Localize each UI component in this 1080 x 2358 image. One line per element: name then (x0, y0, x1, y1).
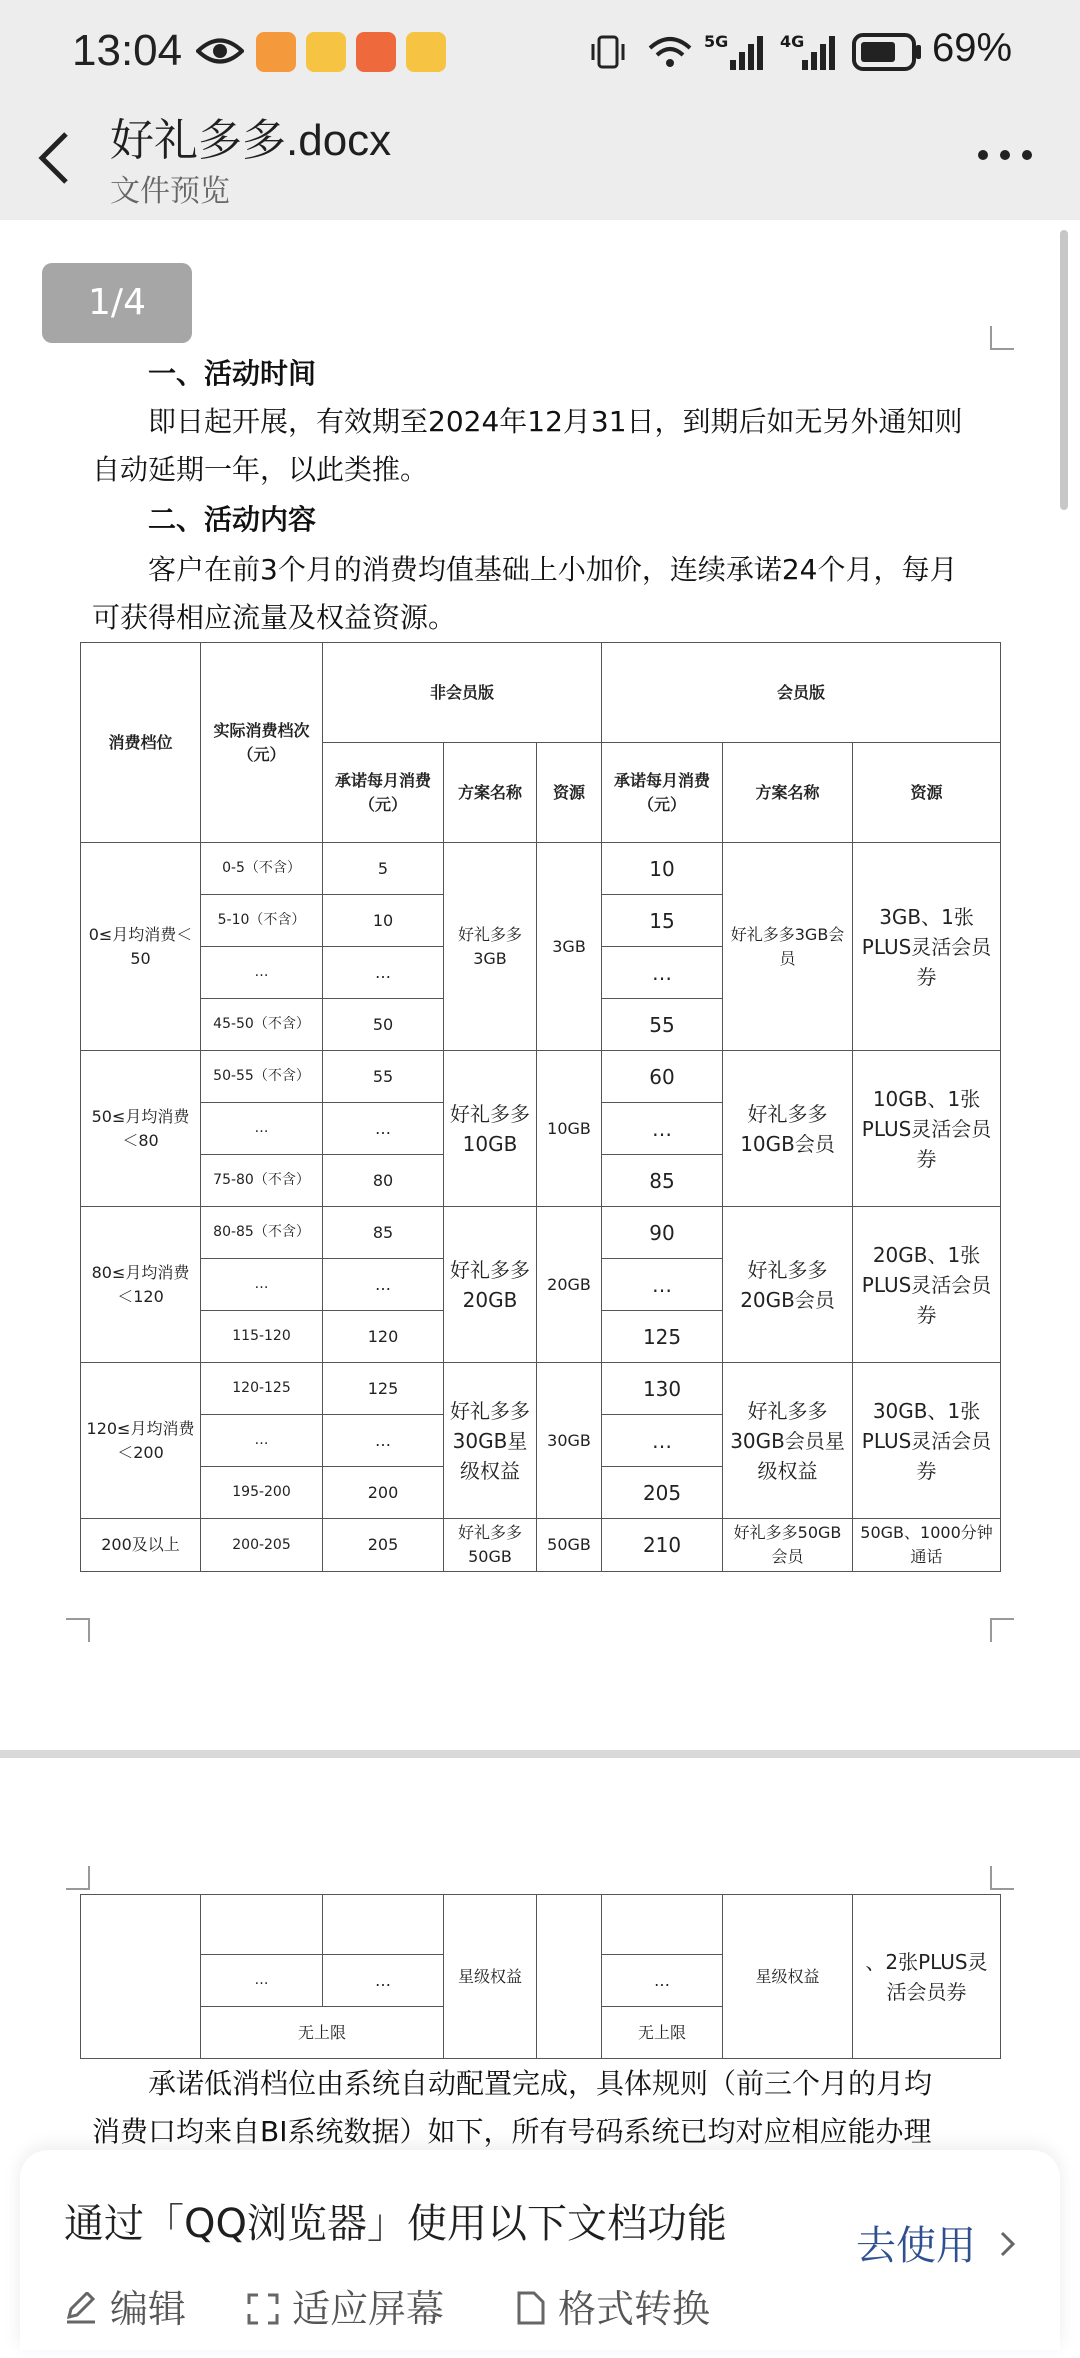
header-tier: 消费档位 (81, 643, 201, 843)
status-time: 13:04 (72, 26, 183, 75)
commit-cell: 200 (323, 1467, 444, 1519)
actual-cell: 80-85（不含） (201, 1207, 323, 1259)
commit-cell: 120 (323, 1311, 444, 1363)
commit-member-cell: 130 (602, 1363, 723, 1415)
resource-member-cell: 20GB、1张PLUS灵活会员券 (853, 1207, 1001, 1363)
page-margin-corner (990, 1866, 1014, 1890)
app-notification-icon (356, 32, 396, 72)
network-4g-label: 4G (780, 32, 805, 51)
edit-icon (64, 2292, 98, 2326)
wifi-icon (646, 34, 694, 70)
commit-cell: 80 (323, 1155, 444, 1207)
back-arrow-icon[interactable] (34, 128, 74, 188)
actual-cell: … (201, 1415, 323, 1467)
paragraph-line: 承诺低消档位由系统自动配置完成，具体规则（前三个月的月均 (148, 2067, 933, 2100)
plan-member-cell: 好礼多多10GB会员 (723, 1051, 853, 1207)
resource-cell: 30GB (537, 1363, 602, 1519)
tier-cell: 0≤月均消费＜50 (81, 843, 201, 1051)
fit-screen-button[interactable] (246, 2278, 444, 2333)
plan-member-cell: 好礼多多3GB会员 (723, 843, 853, 1051)
commit-member-cell: 15 (602, 895, 723, 947)
commit-member-cell (602, 1895, 723, 1955)
actual-cell: 45-50（不含） (201, 999, 323, 1051)
commit-cell: 85 (323, 1207, 444, 1259)
paragraph-line: 可获得相应流量及权益资源。 (92, 601, 457, 634)
edit-label: 编辑 (110, 2287, 187, 2331)
commit-member-cell: 10 (602, 843, 723, 895)
commit-member-cell: … (602, 1955, 723, 2007)
commit-cell: … (323, 1103, 444, 1155)
plan-member-cell: 好礼多多30GB会员星级权益 (723, 1363, 853, 1519)
commit-member-cell: … (602, 1415, 723, 1467)
commit-cell: … (323, 1259, 444, 1311)
actual-cell: 115-120 (201, 1311, 323, 1363)
plan-cell: 好礼多多20GB (444, 1207, 537, 1363)
commit-cell: 55 (323, 1051, 444, 1103)
fit-screen-label: 适应屏幕 (292, 2287, 445, 2331)
header-actual: 实际消费档次（元） (201, 643, 323, 843)
plan-member-cell: 星级权益 (723, 1895, 853, 2059)
eye-icon (196, 34, 244, 68)
paragraph-line: 自动延期一年，以此类推。 (92, 453, 429, 486)
actual-cell (201, 1895, 323, 1955)
chevron-right-icon (997, 2229, 1019, 2259)
actual-cell: … (201, 947, 323, 999)
app-notification-icon (256, 32, 296, 72)
header-commit-member: 承诺每月消费（元） (602, 743, 723, 843)
plan-cell: 好礼多多30GB星级权益 (444, 1363, 537, 1519)
section-heading-time: 一、活动时间 (148, 357, 317, 390)
commit-cell: 50 (323, 999, 444, 1051)
more-options-icon[interactable] (975, 148, 1035, 162)
edit-button[interactable] (64, 2278, 186, 2333)
tier-cell: 80≤月均消费＜120 (81, 1207, 201, 1363)
commit-cell: … (323, 947, 444, 999)
commit-member-cell: 90 (602, 1207, 723, 1259)
paragraph-line: 消费口均来自BI系统数据）如下，所有号码系统已均对应相应能办理 (92, 2115, 932, 2148)
resource-member-cell: 50GB、1000分钟通话 (853, 1519, 1001, 1572)
plan-cell: 好礼多多3GB (444, 843, 537, 1051)
unlimited-cell: 无上限 (201, 2007, 444, 2059)
status-bar (0, 0, 1080, 100)
tier-cell: 200及以上 (81, 1519, 201, 1572)
document-icon (516, 2290, 546, 2326)
resource-cell: 20GB (537, 1207, 602, 1363)
signal-icon (728, 32, 768, 72)
commit-member-cell: 125 (602, 1311, 723, 1363)
commit-member-cell: 60 (602, 1051, 723, 1103)
format-convert-label: 格式转换 (558, 2287, 711, 2331)
commit-member-cell: … (602, 1103, 723, 1155)
commit-cell: 205 (323, 1519, 444, 1572)
actual-cell: 50-55（不含） (201, 1051, 323, 1103)
battery-percent: 69% (932, 26, 1013, 70)
tier-cell: 50≤月均消费＜80 (81, 1051, 201, 1207)
vibrate-icon (590, 34, 626, 70)
tier-cell (81, 1895, 201, 2059)
commit-member-cell: 205 (602, 1467, 723, 1519)
resource-cell: 3GB (537, 843, 602, 1051)
actual-cell: 0-5（不含） (201, 843, 323, 895)
header-resource-member: 资源 (853, 743, 1001, 843)
commit-member-cell: 210 (602, 1519, 723, 1572)
document-subtitle: 文件预览 (110, 174, 230, 209)
commit-cell: … (323, 1955, 444, 2007)
weibo-icon (406, 32, 446, 72)
section-heading-content: 二、活动内容 (148, 503, 317, 536)
commit-cell: 10 (323, 895, 444, 947)
go-use-button[interactable] (856, 2214, 1019, 2271)
commit-member-cell: … (602, 1259, 723, 1311)
go-use-label: 去使用 (856, 2223, 976, 2269)
actual-cell: 75-80（不含） (201, 1155, 323, 1207)
network-5g-label: 5G (704, 32, 729, 51)
resource-cell (537, 1895, 602, 2059)
commit-cell: … (323, 1415, 444, 1467)
qq-browser-banner[interactable] (20, 2150, 1060, 2350)
scrollbar[interactable] (1060, 230, 1068, 510)
page-margin-corner (66, 1866, 90, 1890)
unlimited-member-cell: 无上限 (602, 2007, 723, 2059)
actual-cell: 195-200 (201, 1467, 323, 1519)
document-title: 好礼多多.docx (110, 116, 392, 165)
signal-icon (800, 32, 840, 72)
header-commit: 承诺每月消费（元） (323, 743, 444, 843)
header-plan-member: 方案名称 (723, 743, 853, 843)
header-plan: 方案名称 (444, 743, 537, 843)
commit-cell (323, 1895, 444, 1955)
actual-cell: … (201, 1103, 323, 1155)
page-margin-corner (66, 1618, 90, 1642)
app-bar (0, 100, 1080, 220)
plan-table-continued (80, 1894, 1001, 2059)
page-margin-corner (990, 326, 1014, 350)
plan-member-cell: 好礼多多20GB会员 (723, 1207, 853, 1363)
plan-cell: 好礼多多10GB (444, 1051, 537, 1207)
plan-cell: 好礼多多50GB (444, 1519, 537, 1572)
commit-member-cell: 55 (602, 999, 723, 1051)
commit-cell: 125 (323, 1363, 444, 1415)
page-margin-corner (990, 1618, 1014, 1642)
actual-cell: 200-205 (201, 1519, 323, 1572)
resource-member-cell: 30GB、1张PLUS灵活会员券 (853, 1363, 1001, 1519)
resource-cell: 10GB (537, 1051, 602, 1207)
commit-member-cell: … (602, 947, 723, 999)
banner-title: 通过「QQ浏览器」使用以下文档功能 (64, 2201, 727, 2247)
battery-icon (852, 32, 922, 72)
plan-table (80, 642, 1001, 1572)
resource-cell: 50GB (537, 1519, 602, 1572)
actual-cell: … (201, 1955, 323, 2007)
fit-screen-icon (246, 2292, 280, 2326)
commit-cell: 5 (323, 843, 444, 895)
plan-member-cell: 好礼多多50GB会员 (723, 1519, 853, 1572)
header-member: 会员版 (602, 643, 1001, 743)
format-convert-button[interactable] (516, 2278, 710, 2333)
paragraph-line: 即日起开展，有效期至2024年12月31日，到期后如无另外通知则 (148, 405, 963, 438)
weibo-icon (306, 32, 346, 72)
commit-member-cell: 85 (602, 1155, 723, 1207)
resource-member-cell: 3GB、1张PLUS灵活会员券 (853, 843, 1001, 1051)
resource-member-cell: 10GB、1张PLUS灵活会员券 (853, 1051, 1001, 1207)
paragraph-line: 客户在前3个月的消费均值基础上小加价，连续承诺24个月，每月 (148, 553, 958, 586)
header-resource: 资源 (537, 743, 602, 843)
tier-cell: 120≤月均消费＜200 (81, 1363, 201, 1519)
page-indicator: 1/4 (42, 263, 192, 343)
header-nonmember: 非会员版 (323, 643, 602, 743)
plan-cell: 星级权益 (444, 1895, 537, 2059)
actual-cell: 120-125 (201, 1363, 323, 1415)
resource-member-cell: 、2张PLUS灵活会员券 (853, 1895, 1001, 2059)
actual-cell: 5-10（不含） (201, 895, 323, 947)
actual-cell: … (201, 1259, 323, 1311)
